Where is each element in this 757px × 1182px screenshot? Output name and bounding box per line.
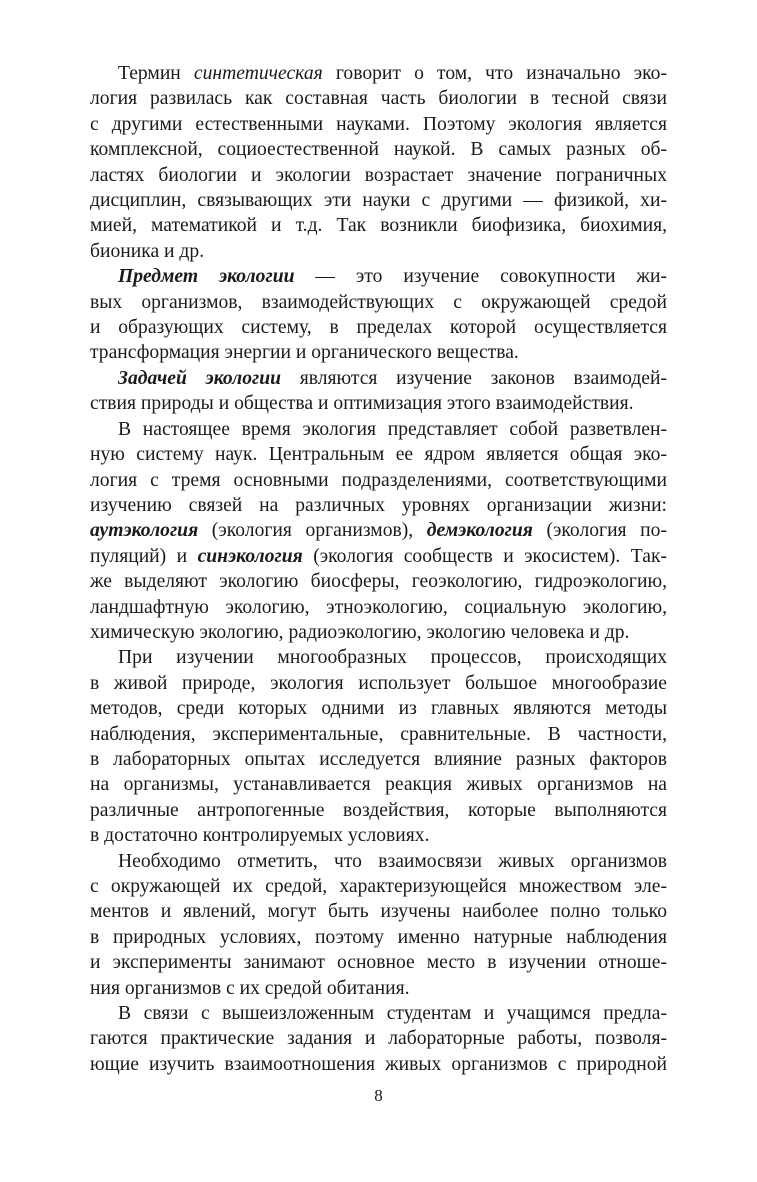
term-italic: синтетическая: [193, 63, 323, 84]
body-text: [90, 61, 667, 1077]
text-line: [90, 569, 667, 594]
text-line: [90, 950, 667, 975]
text-run: логия с тремя основными подразделениями, соответствующими: [90, 469, 667, 491]
text-run: в достаточно контролируемых условиях.: [90, 825, 430, 847]
text-run: (экология сообществ и экосистем). Так-: [302, 545, 667, 567]
text-line: [90, 391, 667, 416]
text-run: Необходимо отметить, что взаимосвязи живых организмов: [118, 850, 667, 872]
text-line: [90, 239, 667, 264]
text-run: пуляций) и: [90, 545, 198, 567]
text-line: [90, 544, 667, 569]
text-line: [90, 315, 667, 340]
text-line: [90, 468, 667, 493]
text-line: [90, 112, 667, 137]
text-line: [90, 290, 667, 315]
text-line: [90, 671, 667, 696]
text-run: ландшафтную экологию, этноэкологию, социальную экологию,: [90, 596, 667, 618]
text-line: [90, 1026, 667, 1051]
text-run: в природных условиях, поэтому именно натурные наблюдения: [90, 926, 667, 948]
text-line: [90, 213, 667, 238]
text-run: (экология организмов),: [198, 520, 427, 542]
term-emphasis: аутэкология: [90, 520, 199, 542]
text-line: [90, 518, 667, 543]
text-run: с другими естественными науками. Поэтому экология является: [90, 113, 667, 135]
text-line: [90, 188, 667, 213]
text-line: [90, 747, 667, 772]
text-line: [90, 163, 667, 188]
text-run: и образующих систему, в пределах которой осуществляется: [90, 317, 667, 339]
term-emphasis: синэкология: [197, 545, 303, 567]
text-line: [90, 823, 667, 848]
text-run: При изучении многообразных процессов, происходящих: [118, 647, 667, 669]
text-line: [90, 849, 667, 874]
text-line: [90, 874, 667, 899]
text-line: [90, 722, 667, 747]
text-line: [90, 696, 667, 721]
text-line: [90, 264, 667, 289]
text-run: логия развилась как составная часть биологии в тесной связи: [90, 88, 667, 110]
text-run: ствия природы и общества и оптимизация этого взаимодействия.: [90, 393, 634, 415]
text-line: [90, 595, 667, 620]
text-run: же выделяют экологию биосферы, геоэкологию, гидроэкологию,: [90, 571, 667, 593]
text-run: являются изучение законов взаимодей-: [281, 367, 667, 389]
term-emphasis: демэкология: [426, 520, 533, 542]
text-run: комплексной, социоестественной наукой. В самых разных об-: [90, 139, 667, 161]
term-emphasis: Задачей экологии: [118, 367, 282, 389]
text-line: [90, 1001, 667, 1026]
text-line: [90, 86, 667, 111]
text-run: ния организмов с их средой обитания.: [90, 977, 410, 999]
text-run: В настоящее время экология представляет собой разветвлен-: [118, 418, 667, 440]
text-run: в лабораторных опытах исследуется влияние разных факторов: [90, 748, 667, 770]
text-run: дисциплин, связывающих эти науки с другими — физикой, хи-: [90, 190, 667, 212]
text-line: [90, 899, 667, 924]
text-line: [90, 137, 667, 162]
text-line: [90, 925, 667, 950]
text-run: с окружающей их средой, характеризующейся множеством эле-: [90, 876, 667, 897]
text-line: [90, 1052, 667, 1077]
text-run: В связи с вышеизложенным студентам и учащимся предла-: [118, 1003, 667, 1025]
text-run: различные антропогенные воздействия, которые выполняются: [90, 799, 667, 821]
text-run: в живой природе, экология использует большое многообразие: [90, 672, 667, 694]
text-run: методов, среди которых одними из главных являются методы: [90, 698, 667, 720]
text-line: [90, 976, 667, 1001]
text-run: изучению связей на различных уровнях организации жизни:: [90, 494, 667, 516]
text-run: ющие изучить взаимоотношения живых организмов с природной: [90, 1053, 667, 1075]
text-run: гаются практические задания и лабораторные работы, позволя-: [90, 1028, 667, 1050]
text-run: говорит о том, что изначально эко-: [322, 63, 667, 84]
text-line: [90, 493, 667, 518]
text-run: и эксперименты занимают основное место в изучении отноше-: [90, 952, 667, 974]
text-line: [90, 61, 667, 86]
text-run: бионика и др.: [90, 240, 205, 262]
text-line: [90, 366, 667, 391]
text-run: наблюдения, экспериментальные, сравнительные. В частности,: [90, 723, 667, 745]
text-run: ную систему наук. Центральным ее ядром является общая эко-: [90, 444, 667, 466]
text-line: [90, 620, 667, 645]
page-number: 8: [374, 1086, 383, 1105]
text-line: [90, 340, 667, 365]
text-run: — это изучение совокупности жи-: [294, 266, 667, 288]
term-emphasis: Предмет экологии: [118, 266, 295, 288]
text-line: [90, 442, 667, 467]
text-run: (экология по-: [532, 520, 667, 542]
text-run: вых организмов, взаимодействующих с окружающей средой: [90, 291, 667, 313]
text-run: ментов и явлений, могут быть изучены наиболее полно только: [90, 901, 667, 923]
text-run: трансформация энергии и органического вещества.: [90, 342, 519, 364]
text-run: ластях биологии и экологии возрастает значение пограничных: [90, 164, 667, 186]
text-line: [90, 798, 667, 823]
text-run: химическую экологию, радиоэкологию, экологию человека и др.: [90, 621, 630, 643]
text-run: Термин: [118, 63, 194, 84]
text-line: [90, 417, 667, 442]
text-line: [90, 772, 667, 797]
text-run: на организмы, устанавливается реакция живых организмов на: [90, 774, 667, 796]
text-line: [90, 645, 667, 670]
text-run: мией, математикой и т.д. Так возникли биофизика, биохимия,: [90, 215, 667, 237]
